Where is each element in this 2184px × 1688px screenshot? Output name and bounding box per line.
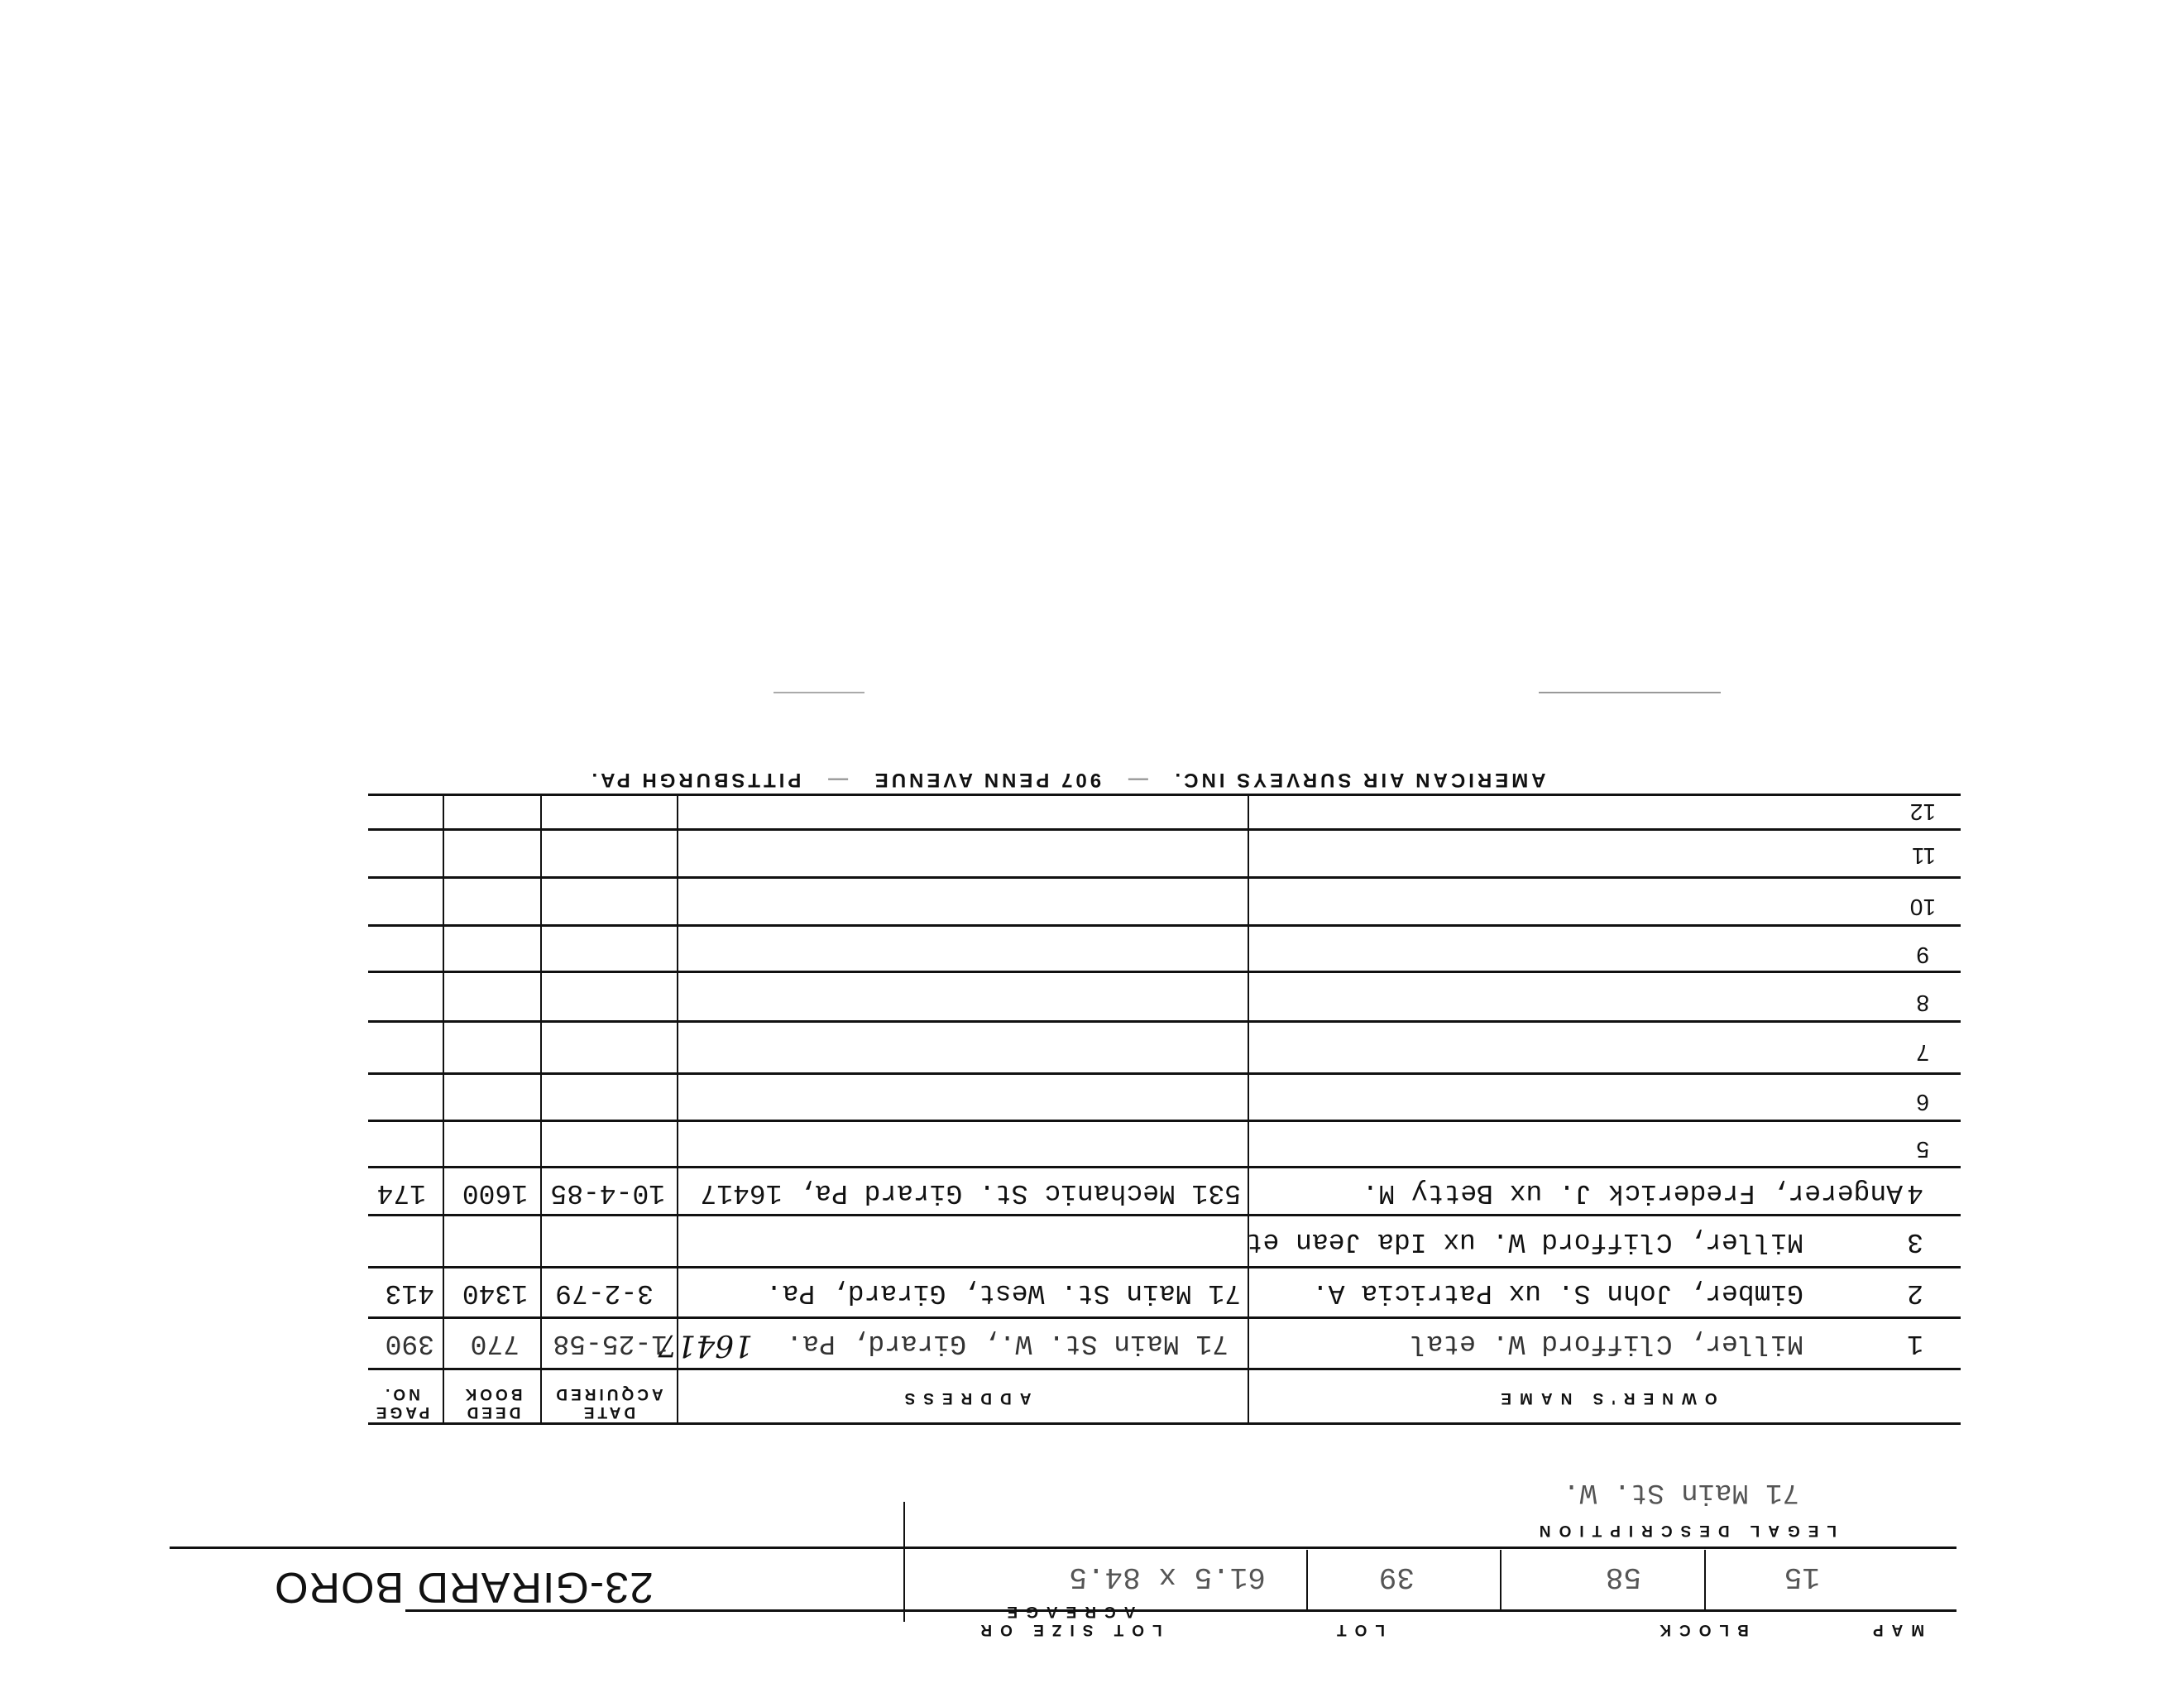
map-value: 15 <box>1784 1560 1820 1594</box>
parcel-divider-3 <box>1306 1550 1308 1612</box>
map-label: MAP <box>1864 1621 1925 1638</box>
row-8-number: 8 <box>1916 990 1929 1016</box>
row-1-deed-book: 770 <box>470 1328 520 1359</box>
header-owners-name: OWNER'S NAME <box>1492 1389 1717 1407</box>
publisher-separator-1: — <box>1124 769 1148 791</box>
legal-description-text: 71 Main St. W. <box>1563 1476 1799 1508</box>
legal-description-label: LEGAL DESCRIPTION <box>1530 1522 1837 1539</box>
row-3-number: 3 <box>1907 1226 1923 1257</box>
row-2-owner: Gimber, John S. ux Patricia A. <box>1311 1278 1803 1308</box>
scan-mark-1 <box>1539 692 1721 693</box>
row-4-number: 4 <box>1907 1177 1923 1208</box>
publisher-line <box>554 768 1580 791</box>
row-10-rule <box>368 876 1961 879</box>
row-2-rule <box>368 1266 1961 1268</box>
publisher-separator-2: — <box>825 769 849 791</box>
header-rule <box>368 1368 1961 1370</box>
district-title: 23-GIRARD BORO <box>274 1563 654 1611</box>
row-11-rule <box>368 828 1961 831</box>
row-1-zip: 16417 <box>658 1328 753 1362</box>
header-date-acquired: DATE ACQUIRED <box>553 1385 663 1421</box>
lot-value: 39 <box>1378 1560 1415 1594</box>
row-4-deed-book: 1600 <box>462 1177 528 1208</box>
scan-mark-2 <box>774 692 864 693</box>
row-6-number: 6 <box>1916 1090 1929 1115</box>
header-page-no: PAGE NO. <box>372 1385 430 1421</box>
row-3-rule <box>368 1214 1961 1216</box>
header-deed-book: DEED BOOK <box>462 1385 523 1421</box>
table-top-rule <box>368 1422 1961 1425</box>
row-1-owner: Miller, Clifford W. etal <box>1410 1328 1803 1359</box>
row-1-rule <box>368 1316 1961 1319</box>
row-1-address: 71 Main St. W., Girard, Pa. <box>786 1328 1228 1359</box>
row-1-date: 1-25-58 <box>553 1328 668 1359</box>
row-4-owner: Angerer, Frederick J. ux Betty M. <box>1362 1177 1903 1208</box>
row-3-owner: Miller, Clifford W. ux Ida Jean et <box>1246 1226 1803 1257</box>
row-2-deed-book: 1340 <box>462 1278 528 1308</box>
column-divider-owner <box>1248 795 1249 1425</box>
publisher-address: 907 PENN AVENUE <box>871 769 1102 791</box>
row-8-rule <box>368 971 1961 973</box>
row-9-rule <box>368 924 1961 927</box>
row-4-date: 10-4-85 <box>550 1177 665 1208</box>
row-4-address: 531 Mechanic St. Girard Pa, 16417 <box>700 1177 1241 1208</box>
row-2-date: 3-2-79 <box>555 1278 654 1308</box>
row-1-page: 390 <box>385 1328 434 1359</box>
parcel-divider-4 <box>903 1502 905 1622</box>
row-5-number: 5 <box>1916 1137 1929 1163</box>
row-7-rule <box>368 1020 1961 1023</box>
row-1-number: 1 <box>1907 1328 1923 1359</box>
row-7-number: 7 <box>1916 1040 1929 1066</box>
publisher-city: PITTSBURGH PA. <box>588 769 802 791</box>
lot-size-label: LOT SIZE OR <box>972 1621 1162 1638</box>
row-2-number: 2 <box>1907 1278 1923 1308</box>
publisher-name: AMERICAN AIR SURVEYS INC. <box>1171 769 1546 791</box>
lot-size-value: 61.5 x 84.5 <box>1069 1560 1266 1594</box>
table-bottom-rule <box>368 794 1961 796</box>
parcel-divider-1 <box>1704 1550 1706 1612</box>
row-2-page: 413 <box>385 1278 434 1308</box>
block-label: BLOCK <box>1651 1621 1749 1638</box>
lot-label: LOT <box>1329 1621 1385 1638</box>
parcel-divider-2 <box>1500 1550 1502 1612</box>
row-6-rule <box>368 1072 1961 1075</box>
header-address: ADDRESS <box>896 1389 1032 1407</box>
row-9-number: 9 <box>1916 942 1929 968</box>
row-10-number: 10 <box>1909 894 1936 920</box>
row-12-number: 12 <box>1909 799 1936 825</box>
row-5-rule <box>368 1120 1961 1122</box>
parcel-bottom-rule <box>170 1547 1956 1549</box>
block-value: 58 <box>1605 1560 1641 1594</box>
row-4-rule <box>368 1166 1961 1168</box>
row-11-number: 11 <box>1911 843 1936 869</box>
column-divider-book <box>443 795 444 1425</box>
column-divider-date <box>540 795 542 1425</box>
row-4-page: 174 <box>376 1177 426 1208</box>
row-2-address: 71 Main St. West, Girard, Pa. <box>765 1278 1241 1308</box>
